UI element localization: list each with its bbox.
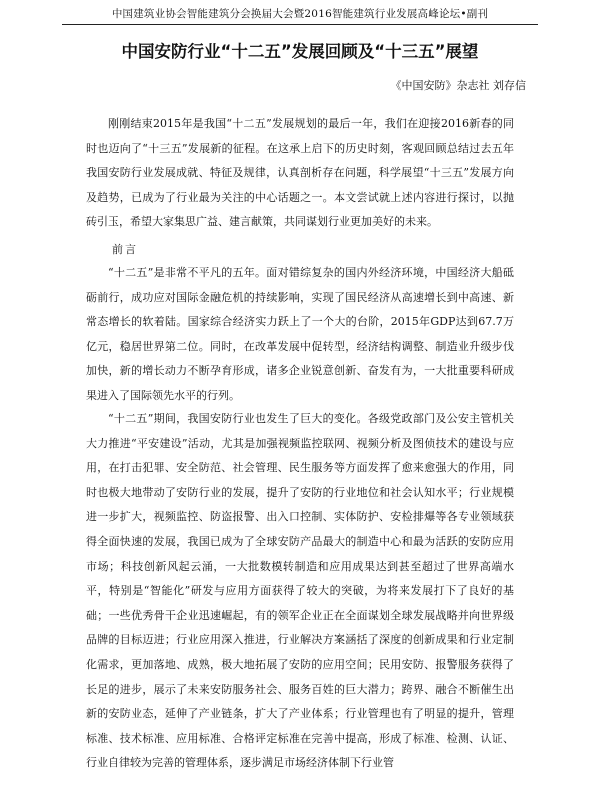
article-title: 中国安防行业“十二五”发展回顾及“十三五”展望 — [121, 42, 479, 61]
intro-paragraph: 刚刚结束2015年是我国“十二五”发展规划的最后一年，我们在迎接2016新春的同时也迈向了“十三五”发展新的征程。在这承上启下的历史时刻，客观回顾总结过去五年我国安防行业发展成就、特征及规律，认真剖析存在问题，科学展望“十三五”发展方向及趋势，已成为了行业最为关注的中心话题之一。本文尝试就上述内容进行探讨，以抛砖引玉，希望大家集思广益、建言献策，共同谋划行业更加美好的未来。 — [86, 117, 514, 229]
header-divider — [62, 24, 538, 25]
body-paragraph: “十二五”是非常不平凡的五年。面对错综复杂的国内外经济环境，中国经济大船砥砺前行，成功应对国际金融危机的持续影响，实现了国民经济从高速增长到中高速、新常态增长的软着陆。国家综合经济实力跃上了一个大的台阶，2015年GDP达到67.7万亿元，稳居世界第二位。同时，在改革发展中促转型，经济结构调整、制造业升级步伐加快，新的增长动力不断孕育形成，诸多企业锐意创新、奋发有为，一大批重要科研成果进入了国际领先水平的行列。 — [86, 266, 514, 402]
article-byline: 《中国安防》杂志社 刘存信 — [390, 79, 526, 92]
running-header: 中国建筑业协会智能建筑分会换届大会暨2016智能建筑行业发展高峰论坛•副刊 — [111, 8, 489, 20]
section-heading-preface: 前言 — [112, 243, 138, 256]
body-paragraph: “十二五”期间，我国安防行业也发生了巨大的变化。各级党政部门及公安主管机关大力推进“平安建设”活动，尤其是加强视频监控联网、视频分析及图侦技术的建设与应用，在打击犯罪、安全防范、社会管理、民生服务等方面发挥了愈来愈强大的作用，同时也极大地带动了安防行业的发展，提升了安防的行业地位和社会认知水平；行业规模进一步扩大，视频监控、防盗报警、出入口控制、实体防护、安检排爆等各专业领域获得全面快速的发展，我国已成为了全球安防产品最大的制造中心和最为活跃的安防应用市场；科技创新风起云涌，一大批数模转制造和应用成果达到甚至超过了世界高端水平，特别是“智能化”研发与应用方面获得了较大的突破，为将来发展打下了良好的基础；一些优秀骨干企业迅速崛起，有的领军企业正在全面谋划全球发展战略并向世界级品牌的目标迈进；行业应用深入推进，行业解决方案涵括了深度的创新成果和行业定制化需求，更加落地、成熟，极大地拓展了安防的应用空间；民用安防、报警服务获得了长足的进步，展示了未来安防服务社会、服务百姓的巨大潜力；跨界、融合不断催生出新的安防业态，延伸了产业链条，扩大了产业体系；行业管理也有了明显的提升，管理标准、技术标准、应用标准、合格评定标准在完善中提高，形成了标准、检测、认证、行业自律较为完善的管理体系，逐步满足市场经济体制下行业管 — [86, 412, 514, 770]
